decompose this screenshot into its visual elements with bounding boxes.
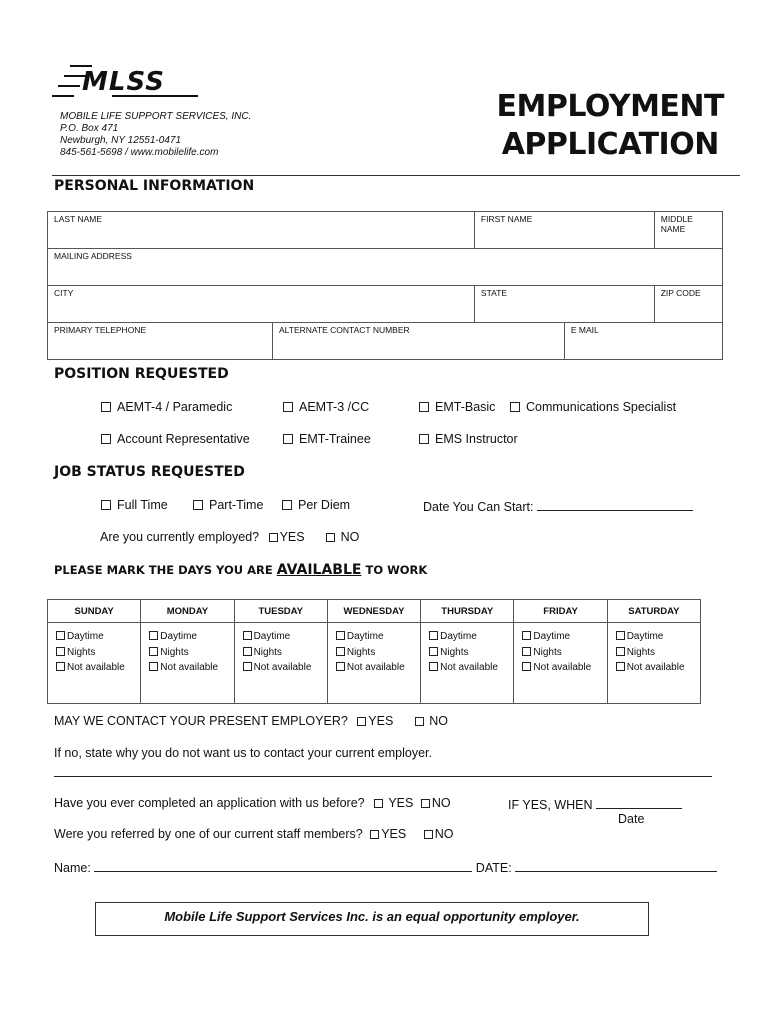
checkbox-icon[interactable] [243, 631, 252, 640]
name-label: Name: [54, 861, 91, 875]
company-contact: 845-561-5698 / www.mobilelife.com [60, 147, 219, 158]
checkbox-icon[interactable] [56, 662, 65, 671]
position-option-ems-instructor[interactable]: EMS Instructor [419, 432, 518, 446]
availability-option[interactable]: Daytime [243, 629, 327, 645]
date-input[interactable] [515, 859, 717, 872]
day-cell-saturday [607, 623, 700, 704]
page-title [497, 88, 724, 164]
availability-option[interactable]: Daytime [56, 629, 140, 645]
referred-row: Were you referred by one of our current staff members? YES NO [54, 827, 454, 841]
availability-option[interactable]: Not available [336, 660, 420, 676]
day-cell-monday [141, 623, 234, 704]
alternate-contact-field[interactable]: ALTERNATE CONTACT NUMBER [273, 323, 565, 360]
checkbox-icon[interactable] [616, 662, 625, 671]
availability-option[interactable]: Nights [243, 645, 327, 661]
availability-option[interactable]: Daytime [522, 629, 606, 645]
availability-heading: PLEASE MARK THE DAYS YOU ARE AVAILABLE TO WORK [54, 562, 428, 578]
company-name: MOBILE LIFE SUPPORT SERVICES, INC. [60, 111, 252, 122]
city-field[interactable]: CITY [48, 286, 475, 323]
if-no-explanation: If no, state why you do not want us to contact your current employer. [54, 746, 432, 760]
availability-option[interactable]: Nights [336, 645, 420, 661]
first-name-field[interactable]: FIRST NAME [474, 212, 654, 249]
checkbox-icon[interactable] [336, 631, 345, 640]
availability-option[interactable]: Daytime [149, 629, 233, 645]
name-date-row [54, 859, 717, 875]
job-status-per-diem[interactable]: Per Diem [282, 498, 350, 512]
personal-info-heading: PERSONAL INFORMATION [54, 178, 255, 194]
day-header-sunday: SUNDAY [48, 600, 141, 623]
applied-yes-checkbox[interactable] [374, 799, 383, 808]
checkbox-icon[interactable] [282, 500, 292, 510]
title-line-2: APPLICATION [501, 127, 719, 162]
day-cell-tuesday [234, 623, 327, 704]
availability-option[interactable]: Nights [149, 645, 233, 661]
checkbox-icon[interactable] [419, 402, 429, 412]
checkbox-icon[interactable] [510, 402, 520, 412]
checkbox-icon[interactable] [243, 647, 252, 656]
availability-table [47, 599, 701, 704]
checkbox-icon[interactable] [149, 647, 158, 656]
company-pobox: P.O. Box 471 [60, 123, 119, 134]
last-name-field[interactable]: LAST NAME [48, 212, 475, 249]
checkbox-icon[interactable] [522, 631, 531, 640]
primary-telephone-field[interactable]: PRIMARY TELEPHONE [48, 323, 273, 360]
middle-name-field[interactable]: MIDDLE NAME [654, 212, 722, 249]
company-logo [52, 60, 200, 104]
availability-option[interactable]: Not available [522, 660, 606, 676]
currently-employed-question: Are you currently employed? [100, 530, 260, 544]
day-header-friday: FRIDAY [514, 600, 607, 623]
state-field[interactable]: STATE [474, 286, 654, 323]
contact-employer-question: MAY WE CONTACT YOUR PRESENT EMPLOYER? [54, 714, 348, 728]
availability-option[interactable]: Daytime [336, 629, 420, 645]
mailing-address-field[interactable]: MAILING ADDRESS [48, 249, 723, 286]
referred-question: Were you referred by one of our current staff members? [54, 827, 363, 841]
contact-yes-checkbox[interactable] [357, 717, 366, 726]
position-option-aemt3[interactable]: AEMT-3 /CC [283, 400, 369, 414]
availability-option[interactable]: Daytime [616, 629, 700, 645]
start-date-input[interactable] [537, 498, 693, 511]
checkbox-icon[interactable] [522, 662, 531, 671]
availability-option[interactable]: Not available [149, 660, 233, 676]
start-date-label: Date You Can Start: [423, 500, 534, 514]
availability-option[interactable]: Nights [429, 645, 513, 661]
position-option-communications[interactable]: Communications Specialist [510, 400, 676, 414]
job-status-full-time[interactable]: Full Time [101, 498, 168, 512]
availability-option[interactable]: Nights [522, 645, 606, 661]
company-info [60, 111, 251, 159]
date-label: DATE: [475, 861, 512, 875]
checkbox-icon[interactable] [336, 647, 345, 656]
availability-option[interactable]: Not available [616, 660, 700, 676]
checkbox-icon[interactable] [149, 662, 158, 671]
checkbox-icon[interactable] [616, 631, 625, 640]
checkbox-icon[interactable] [616, 647, 625, 656]
svg-text:MLSS: MLSS [82, 67, 165, 97]
day-cell-thursday [421, 623, 514, 704]
header-divider [52, 175, 740, 176]
checkbox-icon[interactable] [243, 662, 252, 671]
zip-field[interactable]: ZIP CODE [654, 286, 722, 323]
eoe-statement: Mobile Life Support Services Inc. is an equal opportunity employer. [95, 902, 649, 936]
day-header-thursday: THURSDAY [421, 600, 514, 623]
start-date-row [423, 498, 693, 514]
job-status-heading: JOB STATUS REQUESTED [54, 464, 245, 480]
if-yes-when-input[interactable] [596, 796, 682, 809]
applied-before-question: Have you ever completed an application with us before? [54, 796, 365, 810]
if-yes-when-row [508, 796, 682, 812]
if-yes-when-label: IF YES, WHEN [508, 798, 593, 812]
currently-employed-row: Are you currently employed? YES NO [100, 530, 360, 544]
applied-before-row: Have you ever completed an application with us before? YES NO [54, 796, 451, 810]
position-option-account-rep[interactable]: Account Representative [101, 432, 250, 446]
email-field[interactable]: E MAIL [564, 323, 722, 360]
checkbox-icon[interactable] [149, 631, 158, 640]
checkbox-icon[interactable] [429, 662, 438, 671]
position-option-aemt4[interactable]: AEMT-4 / Paramedic [101, 400, 232, 414]
personal-info-table [47, 211, 723, 360]
availability-option[interactable]: Not available [56, 660, 140, 676]
position-option-emt-basic[interactable]: EMT-Basic [419, 400, 495, 414]
job-status-part-time[interactable]: Part-Time [193, 498, 263, 512]
applied-no-checkbox[interactable] [421, 799, 430, 808]
available-emphasis: AVAILABLE [276, 562, 362, 578]
day-cell-friday [514, 623, 607, 704]
checkbox-icon[interactable] [429, 647, 438, 656]
availability-option[interactable]: Not available [429, 660, 513, 676]
title-line-1: EMPLOYMENT [496, 89, 724, 124]
checkbox-icon[interactable] [193, 500, 203, 510]
checkbox-icon[interactable] [56, 631, 65, 640]
referred-yes-checkbox[interactable] [370, 830, 379, 839]
checkbox-icon[interactable] [101, 402, 111, 412]
date-caption: Date [618, 812, 645, 826]
position-heading: POSITION REQUESTED [54, 366, 229, 382]
day-cell-sunday [48, 623, 141, 704]
day-header-saturday: SATURDAY [607, 600, 700, 623]
availability-option[interactable]: Nights [56, 645, 140, 661]
availability-option[interactable]: Daytime [429, 629, 513, 645]
checkbox-icon[interactable] [336, 662, 345, 671]
checkbox-icon[interactable] [429, 631, 438, 640]
name-input[interactable] [94, 859, 472, 872]
day-header-tuesday: TUESDAY [234, 600, 327, 623]
position-option-emt-trainee[interactable]: EMT-Trainee [283, 432, 371, 446]
employed-no-checkbox[interactable] [326, 533, 335, 542]
checkbox-icon[interactable] [101, 434, 111, 444]
checkbox-icon[interactable] [419, 434, 429, 444]
availability-option[interactable]: Nights [616, 645, 700, 661]
checkbox-icon[interactable] [522, 647, 531, 656]
contact-employer-row: MAY WE CONTACT YOUR PRESENT EMPLOYER? YES NO [54, 714, 449, 728]
company-city: Newburgh, NY 12551-0471 [60, 135, 182, 146]
checkbox-icon[interactable] [283, 402, 293, 412]
availability-option[interactable]: Not available [243, 660, 327, 676]
explanation-input[interactable] [54, 776, 712, 777]
checkbox-icon[interactable] [283, 434, 293, 444]
day-header-monday: MONDAY [141, 600, 234, 623]
day-cell-wednesday [327, 623, 420, 704]
employed-yes-checkbox[interactable] [269, 533, 278, 542]
referred-no-checkbox[interactable] [424, 830, 433, 839]
day-header-wednesday: WEDNESDAY [327, 600, 420, 623]
contact-no-checkbox[interactable] [415, 717, 424, 726]
checkbox-icon[interactable] [101, 500, 111, 510]
checkbox-icon[interactable] [56, 647, 65, 656]
